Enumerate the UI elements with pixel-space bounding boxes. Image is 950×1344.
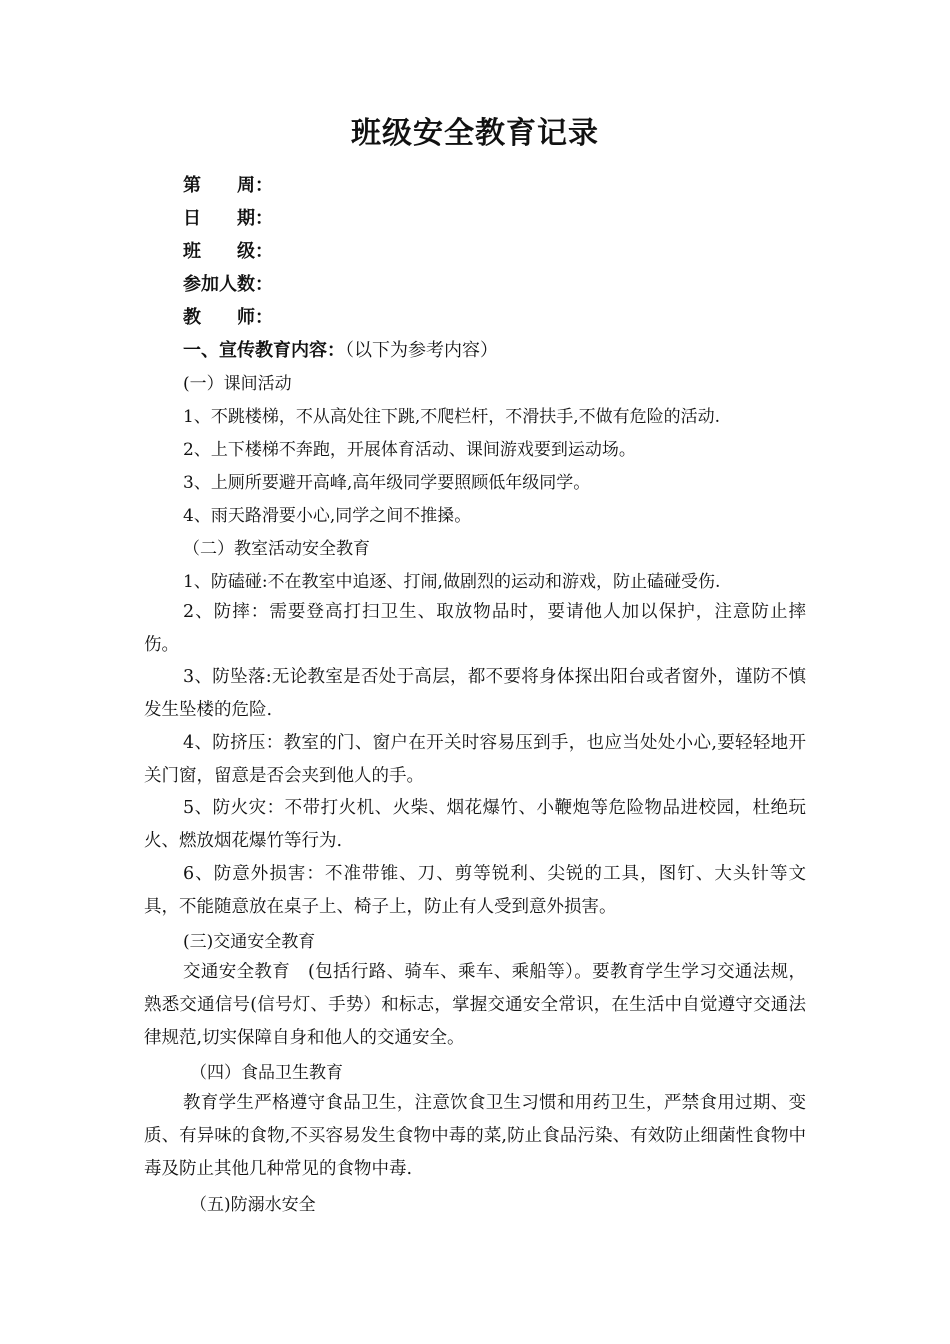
part1-item-1: 1、不跳楼梯，不从高处往下跳,不爬栏杆，不滑扶手,不做有危险的活动.: [183, 407, 721, 427]
part5-heading: （五)防溺水安全: [190, 1195, 316, 1215]
part2-heading: （二）教室活动安全教育: [183, 539, 370, 559]
part2-item-2: 2、防摔：需要登高打扫卫生、取放物品时，要请他人加以保护，注意防止摔伤。: [144, 602, 806, 655]
part2-item-3: 3、防坠落:无论教室是否处于高层，都不要将身体探出阳台或者窗外，谨防不慎发生坠楼的危险.: [144, 667, 806, 720]
part2-item-1: 1、防磕碰:不在教室中追逐、打闹,做剧烈的运动和游戏，防止磕碰受伤.: [183, 572, 721, 592]
part1-heading: (一）课间活动: [183, 374, 292, 394]
part1-item-2: 2、上下楼梯不奔跑，开展体育活动、课间游戏要到运动场。: [183, 440, 636, 460]
part4-body: 教育学生严格遵守食品卫生，注意饮食卫生习惯和用药卫生，严禁食用过期、变质、有异味的食物,不买容易发生食物中毒的菜,防止食品污染、有效防止细菌性食物中毒及防止其他几种常见的食物中毒.: [144, 1093, 806, 1179]
part2-item-4: 4、防挤压：教室的门、窗户在开关时容易压到手，也应当处处小心,要轻轻地开关门窗，留意是否会夹到他人的手。: [144, 733, 806, 786]
part2-item-5: 5、防火灾：不带打火机、火柴、烟花爆竹、小鞭炮等危险物品进校园，杜绝玩火、燃放烟花爆竹等行为.: [144, 798, 806, 851]
part3-body: 交通安全教育 (包括行路、骑车、乘车、乘船等）。要教育学生学习交通法规，熟悉交通信号(信号灯、手势）和标志，掌握交通安全常识，在生活中自觉遵守交通法律规范,切实保障自身和他人的交通安全。: [144, 962, 806, 1048]
field-class: 班 级：: [183, 241, 273, 262]
part3-heading: (三)交通安全教育: [183, 932, 316, 952]
field-participants: 参加人数：: [183, 274, 273, 295]
part1-item-4: 4、雨天路滑要小心,同学之间不推搡。: [183, 506, 472, 526]
field-teacher: 教 师：: [183, 307, 273, 328]
document-title: 班级安全教育记录: [351, 116, 599, 151]
section-one-title: 一、宣传教育内容：: [183, 340, 345, 361]
part2-item-6: 6、防意外损害：不准带锥、刀、剪等锐利、尖锐的工具，图钉、大头针等文具，不能随意放在桌子上、椅子上，防止有人受到意外损害。: [144, 864, 806, 917]
section-one-note: （以下为参考内容）: [345, 340, 498, 361]
section-one-heading: [183, 339, 498, 363]
field-date: 日 期：: [183, 208, 273, 229]
part1-item-3: 3、上厕所要避开高峰,高年级同学要照顾低年级同学。: [183, 473, 591, 493]
field-week: 第 周：: [183, 175, 273, 196]
part4-heading: （四）食品卫生教育: [190, 1063, 343, 1083]
